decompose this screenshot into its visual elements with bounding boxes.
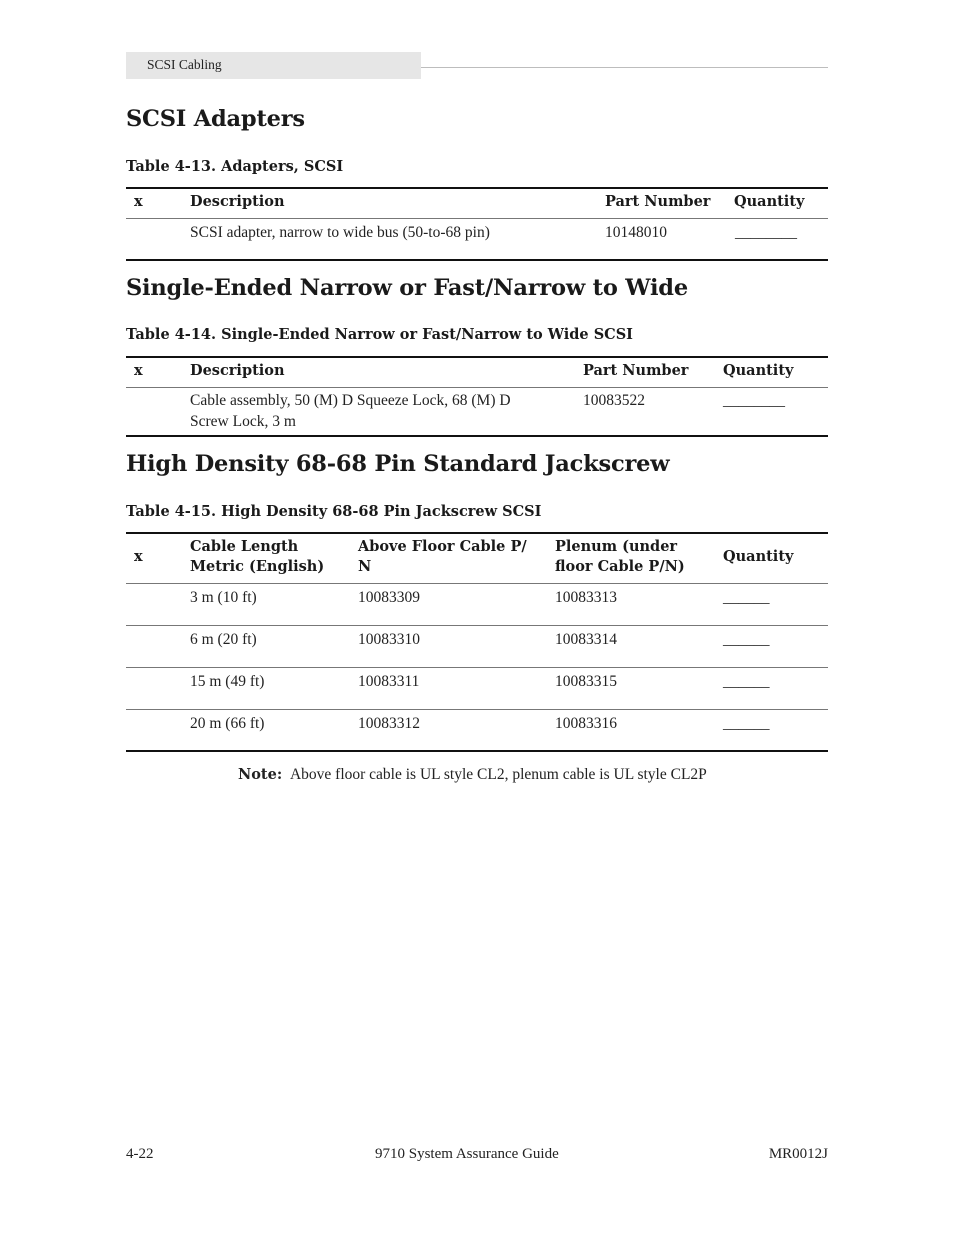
column-header-x: x [134, 362, 143, 379]
cell-above-floor-pn: 10083310 [358, 631, 420, 648]
header-rule [126, 218, 828, 219]
section-title-single-ended: Single-Ended Narrow or Fast/Narrow to Wide [126, 275, 688, 301]
cell-quantity: ________ [735, 224, 797, 241]
table-note [238, 764, 707, 785]
header-rule [126, 387, 828, 388]
page-number: 4-22 [126, 1146, 154, 1162]
column-header-plenum-line2: floor Cable P/N) [555, 558, 685, 575]
table-bottom-rule [126, 750, 828, 752]
column-header-plenum-line1: Plenum (under [555, 538, 678, 555]
column-header-description: Description [190, 362, 285, 379]
column-header-x: x [134, 193, 143, 210]
cell-plenum-pn: 10083315 [555, 673, 617, 690]
cell-part-number: 10148010 [605, 224, 667, 241]
cell-description-line2: Screw Lock, 3 m [190, 413, 296, 430]
cell-quantity: ______ [723, 673, 770, 690]
cell-quantity: ______ [723, 715, 770, 732]
table-bottom-rule [126, 259, 828, 261]
column-header-cable-length-line1: Cable Length [190, 538, 299, 555]
table-top-rule [126, 532, 828, 534]
running-header: SCSI Cabling [147, 57, 222, 72]
table-caption-4-14: Table 4-14. Single-Ended Narrow or Fast/Narrow to Wide SCSI [126, 326, 633, 343]
row-rule [126, 625, 828, 626]
column-header-quantity: Quantity [723, 548, 794, 565]
cell-cable-length: 3 m (10 ft) [190, 589, 257, 606]
cell-cable-length: 20 m (66 ft) [190, 715, 265, 732]
cell-plenum-pn: 10083313 [555, 589, 617, 606]
column-header-above-floor-line1: Above Floor Cable P/ [358, 538, 527, 555]
row-rule [126, 667, 828, 668]
cell-plenum-pn: 10083316 [555, 715, 617, 732]
cell-quantity: ______ [723, 631, 770, 648]
column-header-quantity: Quantity [734, 193, 805, 210]
cell-cable-length: 6 m (20 ft) [190, 631, 257, 648]
cell-description: SCSI adapter, narrow to wide bus (50-to-68 pin) [190, 224, 490, 241]
column-header-x: x [134, 548, 143, 565]
cell-above-floor-pn: 10083309 [358, 589, 420, 606]
header-rule [126, 583, 828, 584]
cell-cable-length: 15 m (49 ft) [190, 673, 265, 690]
cell-quantity: ______ [723, 589, 770, 606]
note-label: Note: [238, 766, 283, 783]
column-header-above-floor-line2: N [358, 558, 372, 575]
header-rule [421, 67, 828, 68]
column-header-cable-length-line2: Metric (English) [190, 558, 325, 575]
cell-plenum-pn: 10083314 [555, 631, 617, 648]
cell-above-floor-pn: 10083311 [358, 673, 420, 690]
column-header-description: Description [190, 193, 285, 210]
row-rule [126, 709, 828, 710]
table-bottom-rule [126, 435, 828, 437]
book-title: 9710 System Assurance Guide [375, 1146, 559, 1162]
cell-quantity: ________ [723, 392, 785, 409]
cell-part-number: 10083522 [583, 392, 645, 409]
cell-description-line1: Cable assembly, 50 (M) D Squeeze Lock, 68 (M) D [190, 392, 511, 409]
section-title-high-density: High Density 68-68 Pin Standard Jackscrew [126, 451, 670, 477]
cell-above-floor-pn: 10083312 [358, 715, 420, 732]
table-top-rule [126, 356, 828, 358]
table-caption-4-13: Table 4-13. Adapters, SCSI [126, 158, 344, 175]
column-header-quantity: Quantity [723, 362, 794, 379]
table-caption-4-15: Table 4-15. High Density 68-68 Pin Jackscrew SCSI [126, 503, 542, 520]
document-id: MR0012J [768, 1146, 828, 1162]
note-text: Above floor cable is UL style CL2, plenum cable is UL style CL2P [289, 766, 707, 783]
section-title-scsi-adapters: SCSI Adapters [126, 106, 305, 132]
column-header-part-number: Part Number [583, 362, 689, 379]
table-top-rule [126, 187, 828, 189]
column-header-part-number: Part Number [605, 193, 711, 210]
